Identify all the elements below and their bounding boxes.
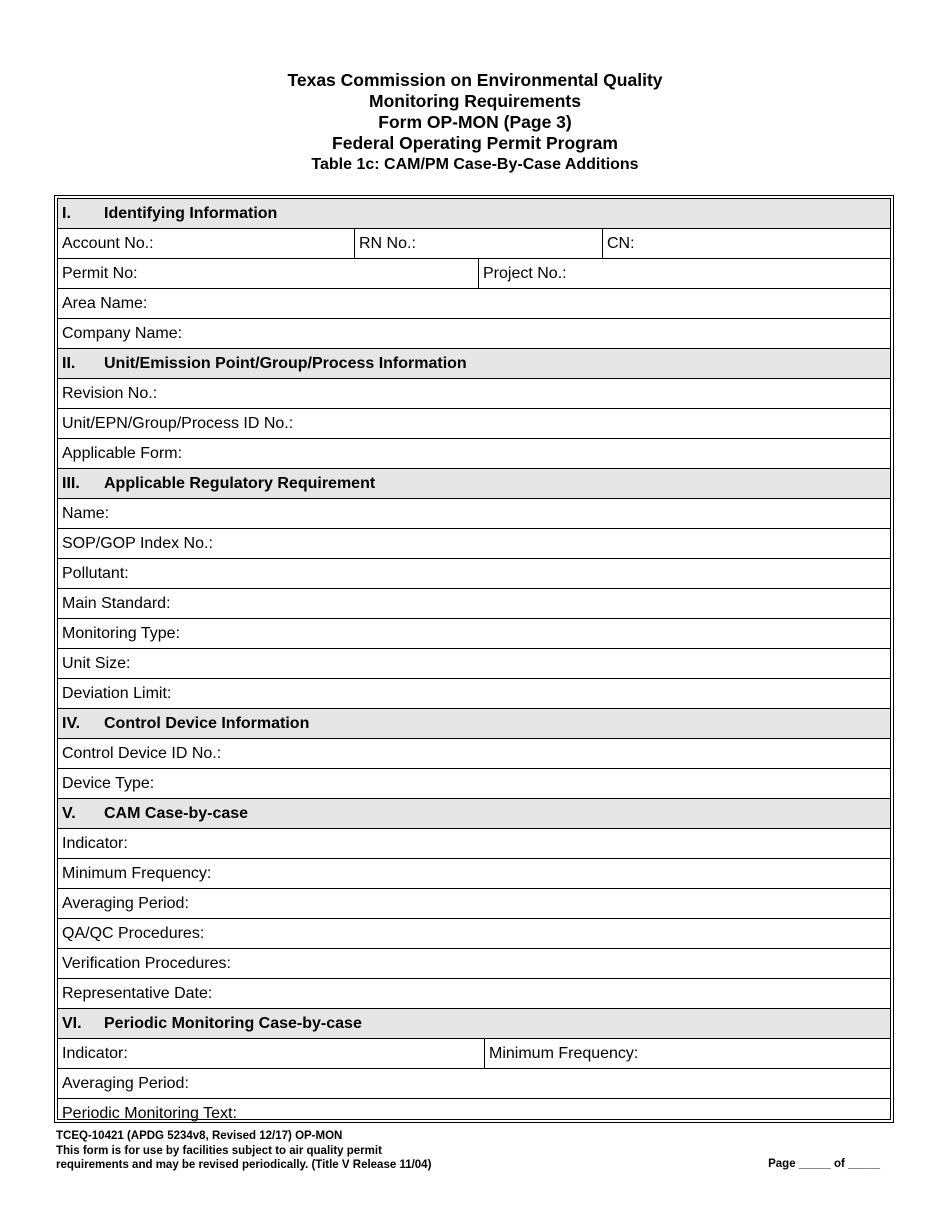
permit-no-field[interactable]: Permit No: [62, 265, 138, 282]
control-device-id-field[interactable]: Control Device ID No.: [62, 745, 222, 762]
section-regulatory-requirement: III. Applicable Regulatory Requirement [58, 469, 890, 499]
form-header [0, 70, 950, 175]
account-no-field[interactable]: Account No.: [62, 235, 154, 252]
unit-size-field[interactable]: Unit Size: [62, 655, 131, 672]
row-permit [58, 259, 890, 289]
main-standard-field[interactable]: Main Standard: [62, 595, 171, 612]
section-identifying-information: I. Identifying Information [58, 199, 890, 229]
section-control-device: IV. Control Device Information [58, 709, 890, 739]
revision-no-field[interactable]: Revision No.: [62, 385, 158, 402]
qaqc-procedures-field[interactable]: QA/QC Procedures: [62, 925, 205, 942]
area-name-field[interactable]: Area Name: [62, 295, 148, 312]
device-type-field[interactable]: Device Type: [62, 775, 155, 792]
form-footer [56, 1129, 431, 1173]
rn-no-field[interactable]: RN No.: [354, 229, 602, 258]
footer-note-2: requirements and may be revised periodically. (Title V Release 11/04) [56, 1159, 432, 1171]
section-cam-case-by-case: V. CAM Case-by-case [58, 799, 890, 829]
form-table [54, 195, 894, 1123]
table-title: Table 1c: CAM/PM Case-By-Case Additions [311, 156, 639, 173]
form-number: TCEQ-10421 (APDG 5234v8, Revised 12/17) OP-MON [56, 1130, 343, 1142]
program-title: Federal Operating Permit Program [332, 133, 618, 153]
name-field[interactable]: Name: [62, 505, 110, 522]
cn-field[interactable]: CN: [602, 229, 890, 258]
project-no-field[interactable]: Project No.: [478, 259, 890, 288]
applicable-form-field[interactable]: Applicable Form: [62, 445, 183, 462]
cam-indicator-field[interactable]: Indicator: [62, 835, 128, 852]
footer-note-1: This form is for use by facilities subject to air quality permit [56, 1144, 382, 1157]
company-name-field[interactable]: Company Name: [62, 325, 183, 342]
section-unit-information: II. Unit/Emission Point/Group/Process Information [58, 349, 890, 379]
pm-averaging-period-field[interactable]: Averaging Period: [62, 1075, 189, 1092]
form-subject: Monitoring Requirements [369, 91, 581, 111]
agency-title: Texas Commission on Environmental Quality [287, 70, 663, 90]
deviation-limit-field[interactable]: Deviation Limit: [62, 685, 172, 702]
verification-procedures-field[interactable]: Verification Procedures: [62, 955, 231, 972]
pm-minimum-frequency-field[interactable]: Minimum Frequency: [484, 1039, 890, 1068]
form-id: Form OP-MON (Page 3) [378, 112, 572, 132]
page-number: Page _____ of _____ [768, 1158, 880, 1170]
monitoring-type-field[interactable]: Monitoring Type: [62, 625, 180, 642]
pm-indicator-field[interactable]: Indicator: [62, 1045, 128, 1062]
unit-id-field[interactable]: Unit/EPN/Group/Process ID No.: [62, 415, 294, 432]
row-account [58, 229, 890, 259]
sop-index-field[interactable]: SOP/GOP Index No.: [62, 535, 213, 552]
pollutant-field[interactable]: Pollutant: [62, 565, 129, 582]
section-periodic-monitoring: VI. Periodic Monitoring Case-by-case [58, 1009, 890, 1039]
cam-minimum-frequency-field[interactable]: Minimum Frequency: [62, 865, 212, 882]
row-pm-indicator [58, 1039, 890, 1069]
periodic-monitoring-text-field[interactable]: Periodic Monitoring Text: [62, 1105, 237, 1122]
representative-date-field[interactable]: Representative Date: [62, 985, 213, 1002]
cam-averaging-period-field[interactable]: Averaging Period: [62, 895, 189, 912]
